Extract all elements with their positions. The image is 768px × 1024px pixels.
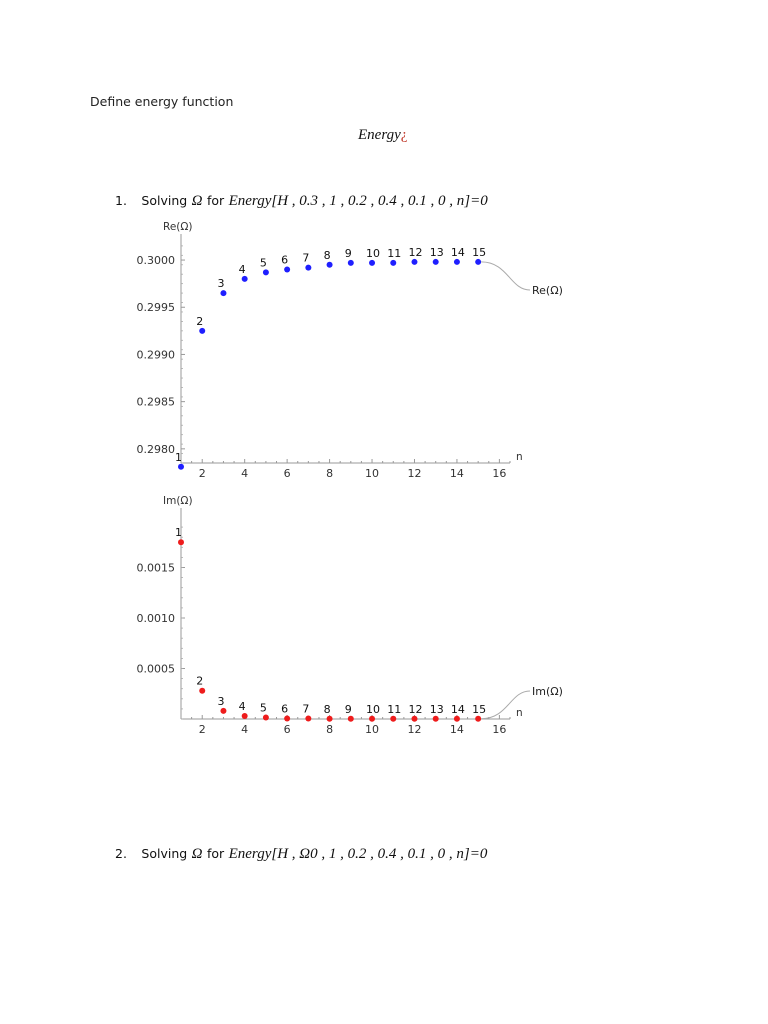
energy-word: Energy — [358, 127, 401, 143]
x-tick-label: 10 — [365, 467, 380, 480]
y-axis-label: Re(Ω) — [163, 221, 193, 233]
data-point — [433, 716, 439, 722]
x-tick-label: 16 — [492, 467, 507, 480]
data-point — [348, 716, 354, 722]
point-label: 7 — [302, 251, 310, 265]
x-tick-label: 6 — [283, 467, 291, 480]
x-tick-label: 8 — [326, 723, 334, 736]
list-number: 2. — [115, 846, 127, 861]
data-point — [411, 716, 417, 722]
x-axis-label: n — [516, 451, 523, 463]
y-tick-label: 0.2985 — [136, 395, 175, 409]
data-point — [475, 259, 481, 265]
x-tick-label: 10 — [365, 723, 380, 736]
point-label: 2 — [196, 674, 204, 688]
point-label: 10 — [366, 702, 381, 716]
point-label: 4 — [238, 699, 246, 713]
data-point — [178, 539, 184, 545]
point-label: 15 — [472, 245, 487, 259]
point-label: 14 — [450, 245, 465, 259]
data-point — [327, 716, 333, 722]
function-args: [H , Ω0 , 1 , 0.2 , 0.4 , 0.1 , 0 , n]=0 — [271, 846, 488, 862]
function-name: Energy — [228, 193, 272, 209]
point-label: 11 — [387, 246, 402, 260]
data-point — [220, 708, 226, 714]
data-point — [199, 688, 205, 694]
data-point — [454, 716, 460, 722]
data-point — [199, 328, 205, 334]
x-tick-label: 12 — [407, 467, 422, 480]
data-point — [327, 262, 333, 268]
point-label: 5 — [259, 701, 267, 715]
list-item-2 — [115, 845, 487, 863]
point-label: 5 — [259, 256, 267, 270]
x-tick-label: 4 — [241, 723, 249, 736]
data-point — [263, 714, 269, 720]
y-tick-label: 0.0005 — [136, 662, 175, 676]
list-number: 1. — [115, 193, 127, 208]
y-tick-label: 0.2990 — [136, 348, 175, 362]
point-label: 13 — [429, 702, 444, 716]
series-callout-line — [481, 691, 530, 719]
data-point — [369, 260, 375, 266]
data-point — [454, 259, 460, 265]
data-point — [433, 259, 439, 265]
y-tick-label: 0.0010 — [136, 611, 175, 625]
data-point — [178, 464, 184, 470]
series-callout-line — [481, 262, 530, 290]
omega-symbol: Ω — [191, 193, 203, 209]
x-tick-label: 14 — [449, 467, 464, 480]
point-label: 12 — [408, 702, 423, 716]
heading-text: Define energy function — [90, 94, 234, 109]
point-label: 14 — [450, 702, 465, 716]
y-tick-label: 0.2980 — [136, 442, 175, 456]
data-point — [284, 266, 290, 272]
point-label: 6 — [281, 702, 289, 716]
data-point — [475, 716, 481, 722]
y-axis-label: Im(Ω) — [163, 495, 193, 507]
point-label: 1 — [175, 450, 182, 464]
x-tick-label: 2 — [198, 467, 206, 480]
data-point — [369, 716, 375, 722]
data-point — [305, 265, 311, 271]
data-point — [284, 715, 290, 721]
omega-symbol: Ω — [191, 846, 203, 862]
y-tick-label: 0.0015 — [136, 561, 175, 575]
list-item-1 — [115, 192, 488, 210]
data-point — [242, 276, 248, 282]
energy-display — [358, 127, 407, 144]
energy-mark: ¿ — [400, 127, 408, 143]
point-label: 7 — [302, 702, 310, 716]
point-label: 10 — [366, 246, 381, 260]
re-omega-chart — [120, 221, 600, 490]
point-label: 15 — [472, 702, 487, 716]
x-tick-label: 16 — [492, 723, 507, 736]
data-point — [348, 260, 354, 266]
function-args: [H , 0.3 , 1 , 0.2 , 0.4 , 0.1 , 0 , n]=0 — [271, 193, 488, 209]
x-tick-label: 8 — [326, 467, 334, 480]
point-label: 9 — [344, 702, 352, 716]
y-tick-label: 0.3000 — [136, 254, 175, 268]
point-label: 3 — [217, 694, 225, 708]
point-label: 1 — [175, 526, 182, 540]
point-label: 12 — [408, 245, 423, 259]
item-for: for — [206, 846, 225, 861]
point-label: 8 — [323, 702, 331, 716]
x-tick-label: 6 — [283, 723, 291, 736]
x-axis-label: n — [516, 707, 523, 719]
series-label: Re(Ω) — [532, 284, 563, 297]
data-point — [220, 290, 226, 296]
x-tick-label: 14 — [449, 723, 464, 736]
point-label: 9 — [344, 246, 352, 260]
data-point — [305, 715, 311, 721]
point-label: 13 — [429, 245, 444, 259]
point-label: 11 — [387, 702, 402, 716]
item-lead: Solving — [141, 846, 188, 861]
point-label: 4 — [238, 262, 246, 276]
point-label: 3 — [217, 277, 225, 291]
data-point — [242, 713, 248, 719]
point-label: 6 — [281, 253, 289, 267]
data-point — [390, 716, 396, 722]
im-omega-chart — [120, 488, 600, 744]
x-tick-label: 2 — [198, 723, 206, 736]
point-label: 2 — [196, 314, 204, 328]
data-point — [411, 259, 417, 265]
y-tick-label: 0.2995 — [136, 301, 175, 315]
data-point — [390, 260, 396, 266]
x-tick-label: 12 — [407, 723, 422, 736]
point-label: 8 — [323, 248, 331, 262]
series-label: Im(Ω) — [532, 685, 563, 698]
x-tick-label: 4 — [241, 467, 249, 480]
function-name: Energy — [228, 846, 272, 862]
data-point — [263, 269, 269, 275]
item-for: for — [206, 193, 225, 208]
item-lead: Solving — [141, 193, 188, 208]
